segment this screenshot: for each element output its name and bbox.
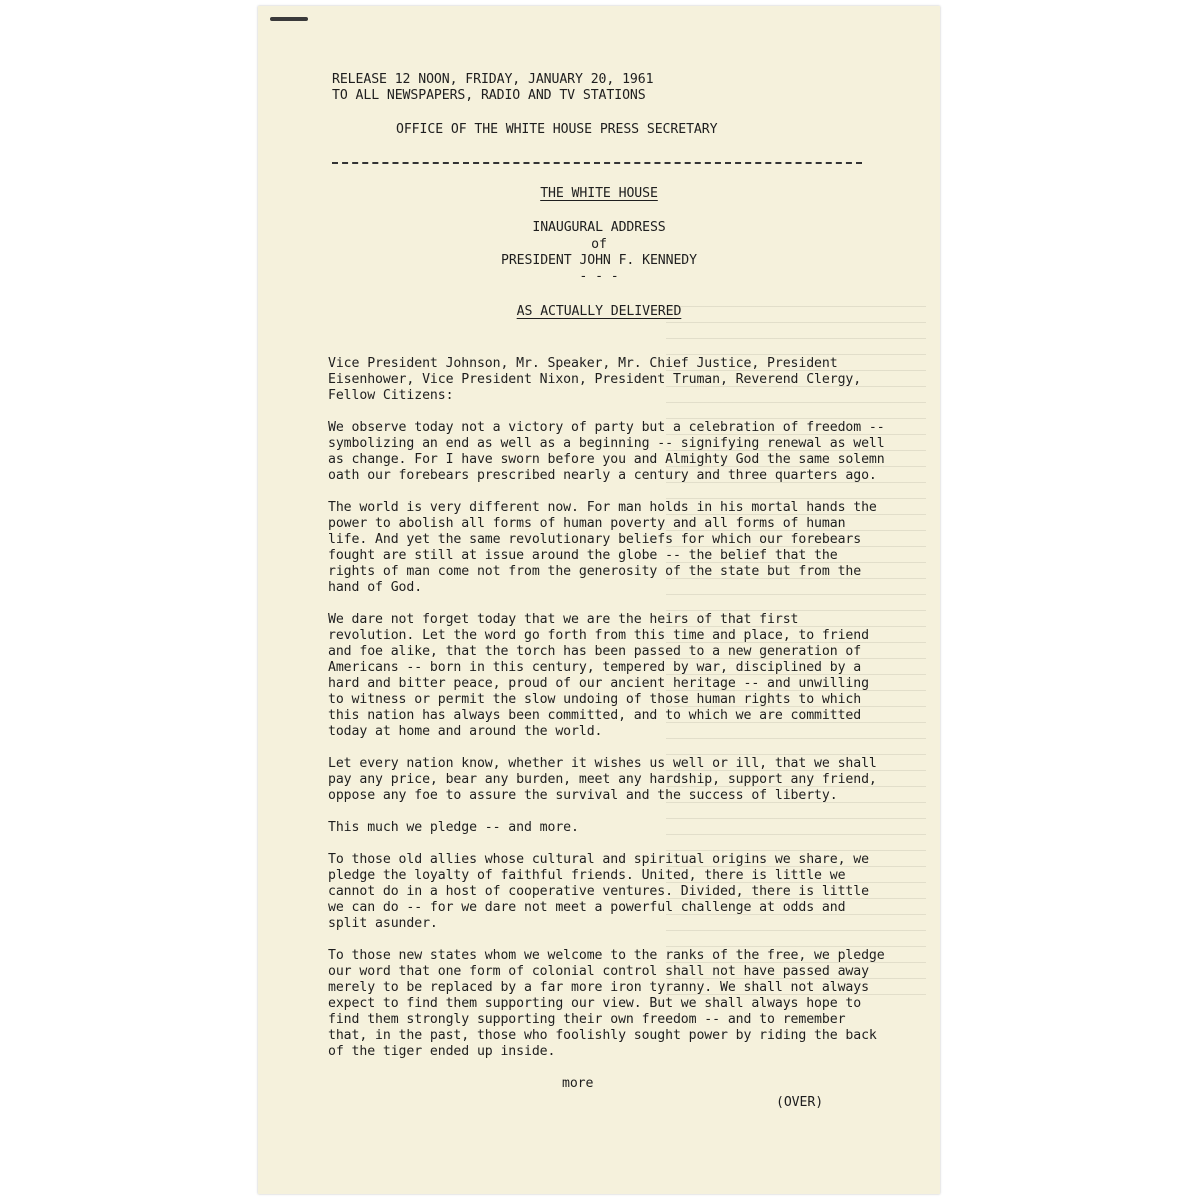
paragraph: This much we pledge -- and more. xyxy=(328,820,579,835)
white-house-heading: THE WHITE HOUSE xyxy=(540,186,658,201)
speaker-line: PRESIDENT JOHN F. KENNEDY xyxy=(501,253,697,268)
paragraph: We dare not forget today that we are the heirs of that first revolution. Let the word go forth from this time and place, to friend and foe alike, that the torch has been passed to a new generation of Americans -- born in this century, tempered by war, disciplined by a hard and bitter peace, proud of our ancient heritage -- and unwilling to witness or permit the slow undoing of those human rights to which this nation has always been committed, and to which we are committed today at home and around the world. xyxy=(328,612,869,739)
paragraph: To those new states whom we welcome to the ranks of the free, we pledge our word that one form of colonial control shall not have passed away merely to be replaced by a far more iron tyranny. We shall not always expect to find them supporting our view. But we shall always hope to find them strongly supporting their own freedom -- and to remember that, in the past, those who foolishly sought power by riding the back of the tiger ended up inside. xyxy=(328,948,885,1059)
salutation: Vice President Johnson, Mr. Speaker, Mr. Chief Justice, President Eisenhower, Vice President Nixon, President Truman, Reverend Clergy, Fellow Citizens: xyxy=(328,356,862,403)
paragraph: We observe today not a victory of party but a celebration of freedom -- symbolizing an end as well as a beginning -- signifying renewal as well as change. For I have sworn before you and Almighty God the same solemn oath our forebears prescribed nearly a century and three quarters ago. xyxy=(328,420,885,483)
recipients-line: TO ALL NEWSPAPERS, RADIO AND TV STATIONS xyxy=(332,88,646,103)
paragraph: The world is very different now. For man holds in his mortal hands the power to abolish all forms of human poverty and all forms of human life. And yet the same revolutionary beliefs for which our forebears fought are still at issue around the globe -- the belief that the rights of man come not from the generosity of the state but from the hand of God. xyxy=(328,500,877,595)
over-marker: (OVER) xyxy=(776,1095,824,1110)
dashed-divider xyxy=(332,162,862,164)
staple-mark xyxy=(270,17,308,21)
separator-line: - - - xyxy=(579,269,619,284)
office-line: OFFICE OF THE WHITE HOUSE PRESS SECRETARY xyxy=(396,122,718,137)
of-line: of xyxy=(591,237,607,252)
delivery-note: AS ACTUALLY DELIVERED xyxy=(516,304,682,319)
paragraph: Let every nation know, whether it wishes us well or ill, that we shall pay any price, bear any burden, meet any hardship, support any friend, oppose any foe to assure the survival and the success of liberty. xyxy=(328,756,877,803)
more-marker: more xyxy=(562,1076,594,1091)
release-line: RELEASE 12 NOON, FRIDAY, JANUARY 20, 1961 xyxy=(332,72,654,87)
document-page xyxy=(258,6,940,1194)
paragraph: To those old allies whose cultural and spiritual origins we share, we pledge the loyalty of faithful friends. United, there is little we cannot do in a host of cooperative ventures. Divided, there is little we can do -- for we dare not meet a powerful challenge at odds and split asunder. xyxy=(328,852,869,931)
speech-body xyxy=(328,356,888,1076)
address-title: INAUGURAL ADDRESS xyxy=(532,220,666,235)
